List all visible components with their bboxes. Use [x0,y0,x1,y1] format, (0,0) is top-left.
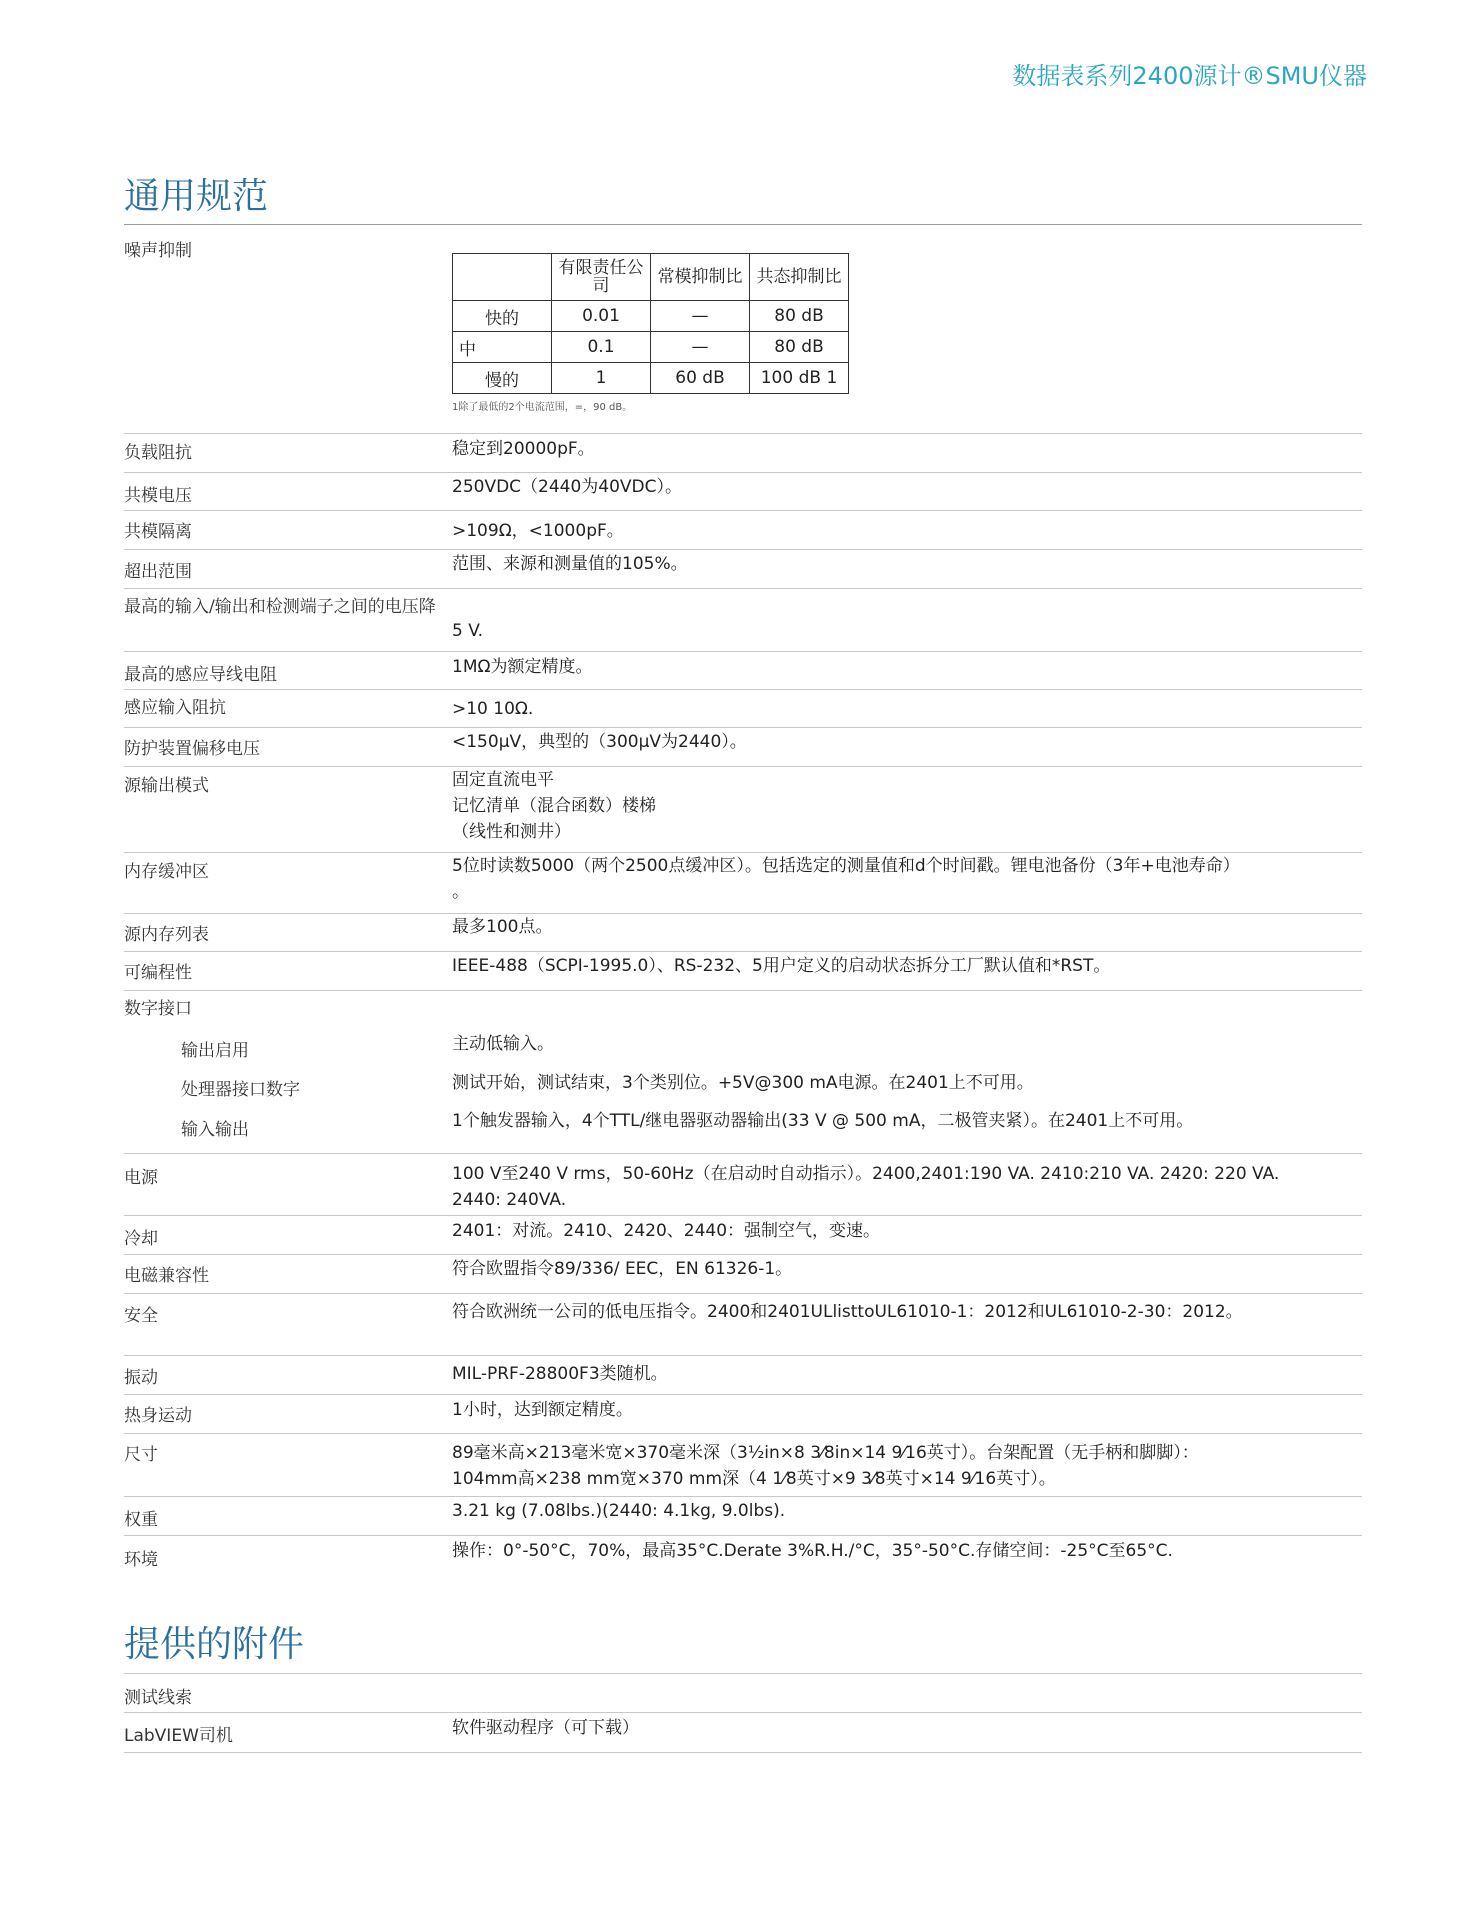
table-row [453,332,849,363]
row-divider [124,1293,1362,1294]
table-cell: 慢的 [453,363,552,394]
table-row [453,301,849,332]
spec-label: 电源 [124,1168,158,1188]
row-divider [124,1433,1362,1434]
spec-value [452,1161,1332,1213]
spec-value: 测试开始，测试结束，3个类别位。+5V@300 mA电源。在2401上不可用。 [452,1073,1034,1093]
spec-value-line: 固定直流电平 [452,770,554,790]
spec-label: 负载阻抗 [124,443,192,463]
table-cell: 80 dB [750,332,849,363]
spec-value-line: 。 [452,882,469,902]
spec-label: 电磁兼容性 [124,1266,209,1286]
spec-label: 共模电压 [124,486,192,506]
table-cell: 1 [552,363,651,394]
spec-value: 稳定到20000pF。 [452,439,595,459]
spec-label: 共模隔离 [124,522,192,542]
table-row [453,363,849,394]
table-footnote: 1除了最低的2个电流范围，=，90 dB。 [452,402,633,413]
row-divider [124,1394,1362,1395]
section-divider [124,1673,1362,1674]
row-divider [124,549,1362,550]
table-header-cell: 有限责任公司 [552,254,651,301]
section-title-general-specs: 通用规范 [124,176,269,217]
spec-label: 振动 [124,1368,158,1388]
table-cell: 60 dB [651,363,750,394]
spec-value [452,767,1332,845]
row-divider [124,1712,1362,1713]
spec-label: 最高的感应导线电阻 [124,665,277,685]
row-divider [124,1535,1362,1536]
row-divider [124,472,1362,473]
spec-value-line: （线性和测井） [452,822,571,842]
table-cell: 中 [453,332,552,363]
spec-value: 最多100点。 [452,917,553,937]
spec-label: 环境 [124,1550,158,1570]
spec-value: 3.21 kg (7.08lbs.)(2440: 4.1kg, 9.0lbs). [452,1501,786,1521]
section-title-accessories: 提供的附件 [124,1624,305,1665]
spec-value: <150μV，典型的（300μV为2440）。 [452,732,747,752]
table-cell: 80 dB [750,301,849,332]
spec-label: 感应输入阻抗 [124,698,226,718]
row-divider [124,510,1362,511]
spec-sublabel: 输出启用 [181,1041,249,1061]
row-divider [124,1254,1362,1255]
spec-sublabel: 输入输出 [181,1120,249,1140]
spec-value: 符合欧洲统一公司的低电压指令。2400和2401ULlisttoUL61010-1：2012和UL61010-2-30：2012。 [452,1302,1243,1322]
spec-label: 冷却 [124,1229,158,1249]
row-divider [124,433,1362,434]
spec-label: 防护装置偏移电压 [124,739,260,759]
spec-label: 源内存列表 [124,925,209,945]
spec-value-line: 104mm高×238 mm宽×370 mm深（4 1⁄8英寸×9 3⁄8英寸×14 9⁄16英寸）。 [452,1469,1056,1489]
spec-value [452,1440,1332,1492]
row-divider [124,1215,1362,1216]
spec-value-line: 100 V至240 V rms，50-60Hz（在启动时自动指示）。2400,2401:190 VA. 2410:210 VA. 2420: 220 VA. [452,1164,1280,1184]
spec-label: 权重 [124,1510,158,1530]
accessory-label: 测试线索 [124,1688,192,1708]
row-divider [124,951,1362,952]
spec-label: 源输出模式 [124,776,209,796]
page-header-title: 数据表系列2400源计®SMU仪器 [1012,62,1367,90]
spec-value-line: 89毫米高×213毫米宽×370毫米深（3½in×8 3⁄8in×14 9⁄16英寸）。台架配置（无手柄和脚脚）： [452,1443,1199,1463]
row-divider [124,1752,1362,1753]
table-header-cell: 常模抑制比 [651,254,750,301]
spec-value: 操作：0°-50°C，70%，最高35°C.Derate 3%R.H./°C，35°-50°C.存储空间：-25°C至65°C. [452,1541,1173,1561]
row-divider [124,990,1362,991]
spec-value: 范围、来源和测量值的105%。 [452,554,688,574]
row-divider [124,588,1362,589]
spec-value-line: 2440: 240VA. [452,1190,567,1210]
row-divider [124,1153,1362,1154]
spec-sublabel: 处理器接口数字 [181,1080,300,1100]
accessory-label: LabVIEW司机 [124,1726,233,1746]
table-header-row [453,254,849,301]
section-divider [124,224,1362,225]
spec-value: IEEE-488（SCPI-1995.0）、RS-232、5用户定义的启动状态拆分工厂默认值和*RST。 [452,956,1111,976]
row-divider [124,1496,1362,1497]
table-cell: 快的 [453,301,552,332]
spec-value: 2401：对流。2410、2420、2440：强制空气，变速。 [452,1221,881,1241]
spec-label: 内存缓冲区 [124,862,209,882]
table-cell: 100 dB 1 [750,363,849,394]
table-cell: 0.01 [552,301,651,332]
table-header-cell: 共态抑制比 [750,254,849,301]
spec-label: 数字接口 [124,999,192,1019]
spec-value: 5 V. [452,621,484,641]
table-cell: — [651,301,750,332]
spec-label: 安全 [124,1306,158,1326]
noise-rejection-table [452,253,849,394]
spec-value: 250VDC（2440为40VDC）。 [452,477,683,497]
spec-value: 1小时，达到额定精度。 [452,1400,633,1420]
accessory-value: 软件驱动程序（可下载） [452,1718,639,1738]
spec-value: 主动低输入。 [452,1034,554,1054]
spec-value: 符合欧盟指令89/336/ EEC，EN 61326-1。 [452,1259,793,1279]
row-divider [124,727,1362,728]
spec-label: 热身运动 [124,1406,192,1426]
spec-value: MIL-PRF-28800F3类随机。 [452,1364,668,1384]
table-cell: 0.1 [552,332,651,363]
row-divider [124,651,1362,652]
spec-label: 超出范围 [124,562,192,582]
spec-value: >109Ω，<1000pF。 [452,521,624,541]
spec-value: 1MΩ为额定精度。 [452,657,593,677]
table-cell: — [651,332,750,363]
spec-value-line: 5位时读数5000（两个2500点缓冲区）。包括选定的测量值和d个时间戳。锂电池备份（3年+电池寿命） [452,856,1240,876]
row-divider [124,689,1362,690]
spec-value: 1个触发器输入，4个TTL/继电器驱动器输出(33 V @ 500 mA，二极管夹紧）。在2401上不可用。 [452,1111,1194,1131]
spec-value-line: 记忆清单（混合函数）楼梯 [452,796,656,816]
noise-rejection-label: 噪声抑制 [124,241,192,261]
spec-value [452,853,1332,905]
table-header-cell [453,254,552,301]
spec-label: 尺寸 [124,1445,158,1465]
spec-value: >10 10Ω. [452,699,534,719]
spec-label: 可编程性 [124,963,192,983]
row-divider [124,1355,1362,1356]
spec-label: 最高的输入/输出和检测端子之间的电压降 [124,597,436,617]
